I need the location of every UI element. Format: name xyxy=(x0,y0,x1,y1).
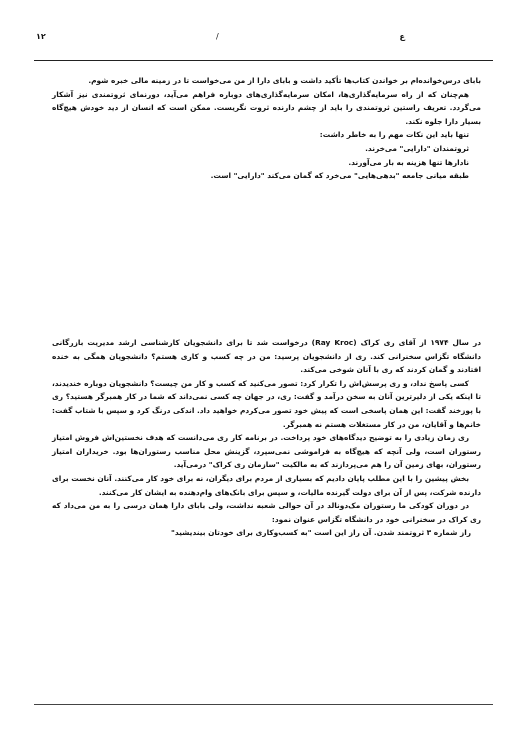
header-slash: / xyxy=(216,32,219,41)
paragraph: در سال ۱۹۷۴ از آقای ری کراک (Ray Kroc) درخواست شد تا برای دانشجویان کارشناسی ارشد مدیریت بازرگانی دانشگاه تگزاس سخنرانی کند. ری از دانشجویان پرسید: من در چه کسب و کاری هستم؟ دانشجویان همگی به خنده افتادند و گمان کردند که ری با آنان شوخی می‌کند. xyxy=(52,338,481,375)
paragraph: بابای درس‌خوانده‌ام بر خواندن کتاب‌ها تأکید داشت و بابای دارا از من می‌خواست تا در زمینه مالی خبره شوم. xyxy=(88,76,481,85)
paragraph: ری زمان زیادی را به توضیح دیدگاه‌های خود پرداخت. در برنامه کار ری می‌دانست که هدف نخستین‌اش فروش امتیاز رستوران است، ولی آنچه که هیچ‌گاه به فراموشی نمی‌سپرد، گزینش محل مناسب رستوران‌ها بود. خریداران امتیاز رستوران، بهای زمین آن را هم می‌پردازند که به مالکیت "سازمان ری کراک" درمی‌آید. xyxy=(52,433,481,470)
list-item: نادارها تنها هزینه به بار می‌آورند. xyxy=(348,157,469,167)
paragraph: در دوران کودکی ما رستوران مک‌دونالد در آن حوالی شعبه نداشت، ولی بابای دارا همان درسی را به من می‌داد که ری کراک در سخنرانی خود در دانشگاه تگزاس عنوان نمود: xyxy=(52,501,481,524)
footer-rule xyxy=(34,704,493,705)
page-header xyxy=(34,30,493,61)
paragraph: هم‌چنان که از راه سرمایه‌گذاری‌ها، امکان سرمایه‌گذاری‌های دوباره فراهم می‌آید، دورنمای ثروتمندی نیز آشکار می‌گردد. تعریف راستین ثروتمندی را باید از چشم دارنده ثروت نگریست. ممکن است که انسان از دید خودش هیچ‌گاه بسیار دارا جلوه نکند. xyxy=(52,89,481,126)
section-one xyxy=(52,74,481,183)
list-intro: تنها باید این نکات مهم را به خاطر داشت: xyxy=(319,130,469,140)
paragraph: بخش پیشین را با این مطلب پایان دادیم که بسیاری از مردم برای دیگران، نه برای خود کار می‌کنند. آنان نخست برای دارنده شرکت، پس از آن برای دولت گیرنده مالیات، و سپس برای بانک‌های وام‌دهنده به ایشان کار می‌کنند. xyxy=(52,473,481,497)
paragraph: کسی پاسخ نداد، و ری پرسش‌اش را تکرار کرد: تصور می‌کنید که کسب و کار من چیست؟ دانشجویان دوباره خندیدند، تا اینکه یکی از دلیرترین آنان به سخن درآمد و گفت: ری، در جهان چه کسی نمی‌داند که شما در کار همبرگر هستید؟ ری با پوزخند گفت: این همان پاسخی است که پیش خود تصور می‌کردم خواهید داد. اندکی درنگ کرد و سپس با شتاب گفت: خانم‌ها و آقایان، من در کار مستغلات هستم نه همبرگر. xyxy=(52,378,481,429)
header-letter: ع xyxy=(399,32,405,41)
page-number: ۱۲ xyxy=(36,32,46,41)
section-two xyxy=(52,336,481,540)
closing-line: راز شماره ۳ ثروتمند شدن. آن راز این است "به کسب‌وکاری برای خودتان بیندیشید" xyxy=(171,528,471,538)
list-item: ثروتمندان "دارایی" می‌خرند. xyxy=(365,143,469,153)
list-item: طبقه میانی جامعه "بدهی‌هایی" می‌خرد که گمان می‌کند "دارایی" است. xyxy=(210,171,469,181)
